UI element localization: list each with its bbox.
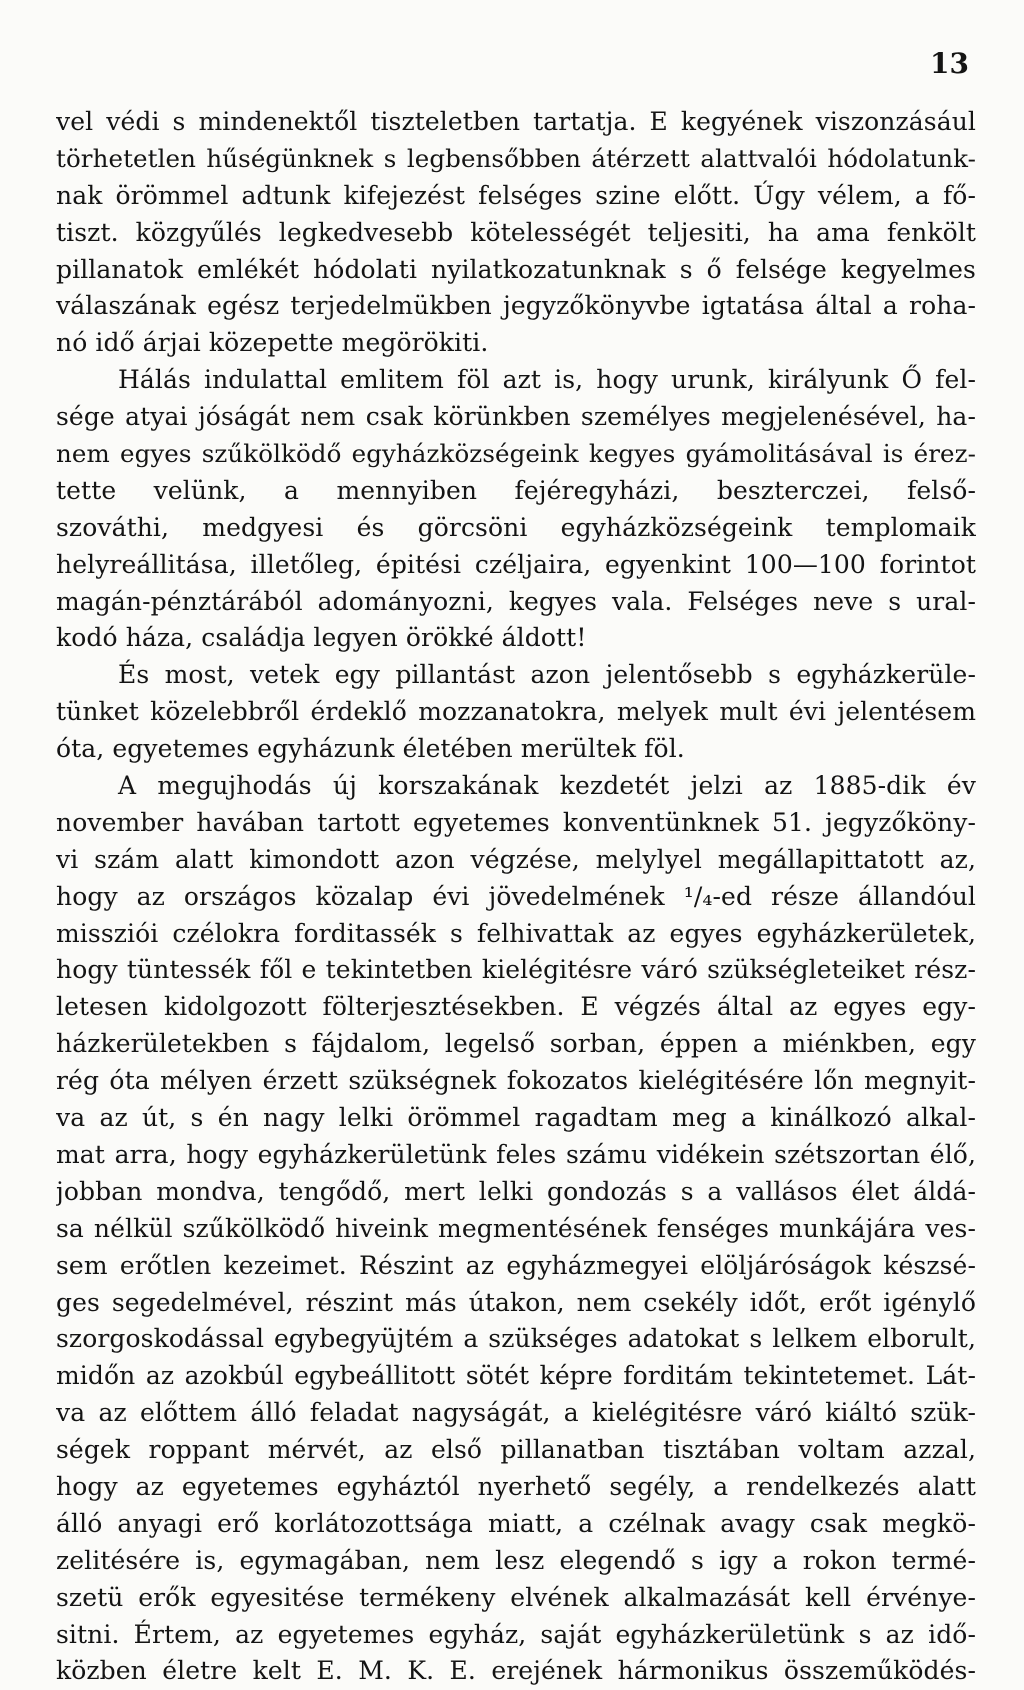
text-line: zelitésére is, egymagában, nem lesz elegendő s igy a rokon termé-: [56, 1545, 976, 1575]
text-line: sége atyai jóságát nem csak körünkben személyes megjelenésével, ha-: [56, 402, 976, 432]
text-line: nó idő árjai közepette megörökiti.: [56, 328, 489, 358]
text-line: És most, vetek egy pillantást azon jelentősebb s egyházkerüle-: [118, 660, 976, 690]
text-line: házkerületekben s fájdalom, legelső sorban, éppen a miénkben, egy: [56, 1029, 976, 1059]
text-line: szorgoskodással egybegyüjtém a szükséges adatokat s lelkem elborult,: [56, 1324, 976, 1354]
text-line: vi szám alatt kimondott azon végzése, melylyel megállapittatott az,: [56, 844, 976, 874]
text-line: hogy az egyetemes egyháztól nyerhető segély, a rendelkezés alatt: [56, 1471, 976, 1501]
text-line: helyreállitása, illetőleg, épitési czéljaira, egyenkint 100—100 forintot: [56, 549, 976, 579]
text-line: nem egyes szűkölködő egyházközségeink kegyes gyámolitásával is érez-: [56, 439, 976, 469]
text-line: kodó háza, családja legyen örökké áldott!: [56, 623, 587, 653]
text-line: tiszt. közgyűlés legkedvesebb kötelességét teljesiti, ha ama fenkölt: [56, 217, 976, 247]
text-line: sitni. Értem, az egyetemes egyház, saját egyházkerületünk s az idő-: [56, 1619, 976, 1649]
text-line: november havában tartott egyetemes konventünknek 51. jegyzőköny-: [56, 807, 976, 837]
text-line: rég óta mélyen érzett szükségnek fokozatos kielégitésére lőn megnyit-: [56, 1066, 976, 1096]
text-line: törhetetlen hűségünknek s legbensőbben átérzett alattvalói hódolatunk-: [56, 143, 976, 173]
text-line: hogy tüntessék fől e tekintetben kielégitésre váró szükségleteiket rész-: [56, 955, 976, 985]
text-line: midőn az azokbúl egybeállitott sötét képre forditám tekintetemet. Lát-: [56, 1361, 976, 1391]
text-line: ges segedelmével, részint más útakon, nem csekély időt, erőt igénylő: [56, 1287, 976, 1317]
text-line: nak örömmel adtunk kifejezést felséges szine előtt. Úgy vélem, a fő-: [56, 180, 976, 210]
text-line: missziói czélokra forditassék s felhivattak az egyes egyházkerületek,: [56, 918, 976, 948]
text-line: pillanatok emlékét hódolati nyilatkozatunknak s ő felsége kegyelmes: [56, 254, 976, 284]
text-line: va az út, s én nagy lelki örömmel ragadtam meg a kinálkozó alkal-: [56, 1103, 976, 1133]
text-line: mat arra, hogy egyházkerületünk feles számu vidékein szétszortan élő,: [56, 1139, 976, 1169]
text-line: va az előttem álló feladat nagyságát, a kielégitésre váró kiáltó szük-: [56, 1398, 976, 1428]
text-line: válaszának egész terjedelmükben jegyzőkönyvbe igtatása által a roha-: [56, 291, 976, 321]
text-line: álló anyagi erő korlátozottsága miatt, a czélnak avagy csak megkö-: [56, 1508, 976, 1538]
text-line: hogy az országos közalap évi jövedelmének ¹/₄-ed része állandóul: [56, 881, 976, 911]
text-line: letesen kidolgozott fölterjesztésekben. E végzés által az egyes egy-: [56, 992, 976, 1022]
text-line: szetü erők egyesitése termékeny elvének alkalmazását kell érvénye-: [56, 1582, 976, 1612]
text-line: tünket közelebbről érdeklő mozzanatokra, melyek mult évi jelentésem: [56, 697, 976, 727]
text-line: ségek roppant mérvét, az első pillanatban tisztában voltam azzal,: [56, 1435, 976, 1465]
text-line: Hálás indulattal emlitem föl azt is, hogy urunk, királyunk Ő fel-: [118, 365, 976, 395]
text-line: vel védi s mindenektől tiszteletben tartatja. E kegyének viszonzásául: [56, 107, 976, 136]
text-line: sem erőtlen kezeimet. Részint az egyházmegyei elöljáróságok készsé-: [56, 1250, 976, 1280]
text-line: sa nélkül szűkölködő hiveink megmentésének fenséges munkájára ves-: [56, 1213, 976, 1243]
body-text: [56, 104, 976, 1690]
text-line: jobban mondva, tengődő, mert lelki gondozás s a vallásos élet áldá-: [56, 1176, 976, 1206]
text-line: közben életre kelt E. M. K. E. erejének hármonikus összeműködés-: [56, 1656, 976, 1686]
text-line: óta, egyetemes egyházunk életében merültek föl.: [56, 734, 685, 764]
text-line: A megujhodás új korszakának kezdetét jelzi az 1885-dik év: [118, 771, 976, 801]
page-number: 13: [930, 47, 969, 80]
text-line: magán-pénztárából adományozni, kegyes vala. Felséges neve s ural-: [56, 586, 976, 616]
text-line: tette velünk, a mennyiben fejéregyházi, beszterczei, felső-: [56, 475, 976, 505]
text-line: szováthi, medgyesi és görcsöni egyházközségeink templomaik: [56, 512, 976, 542]
